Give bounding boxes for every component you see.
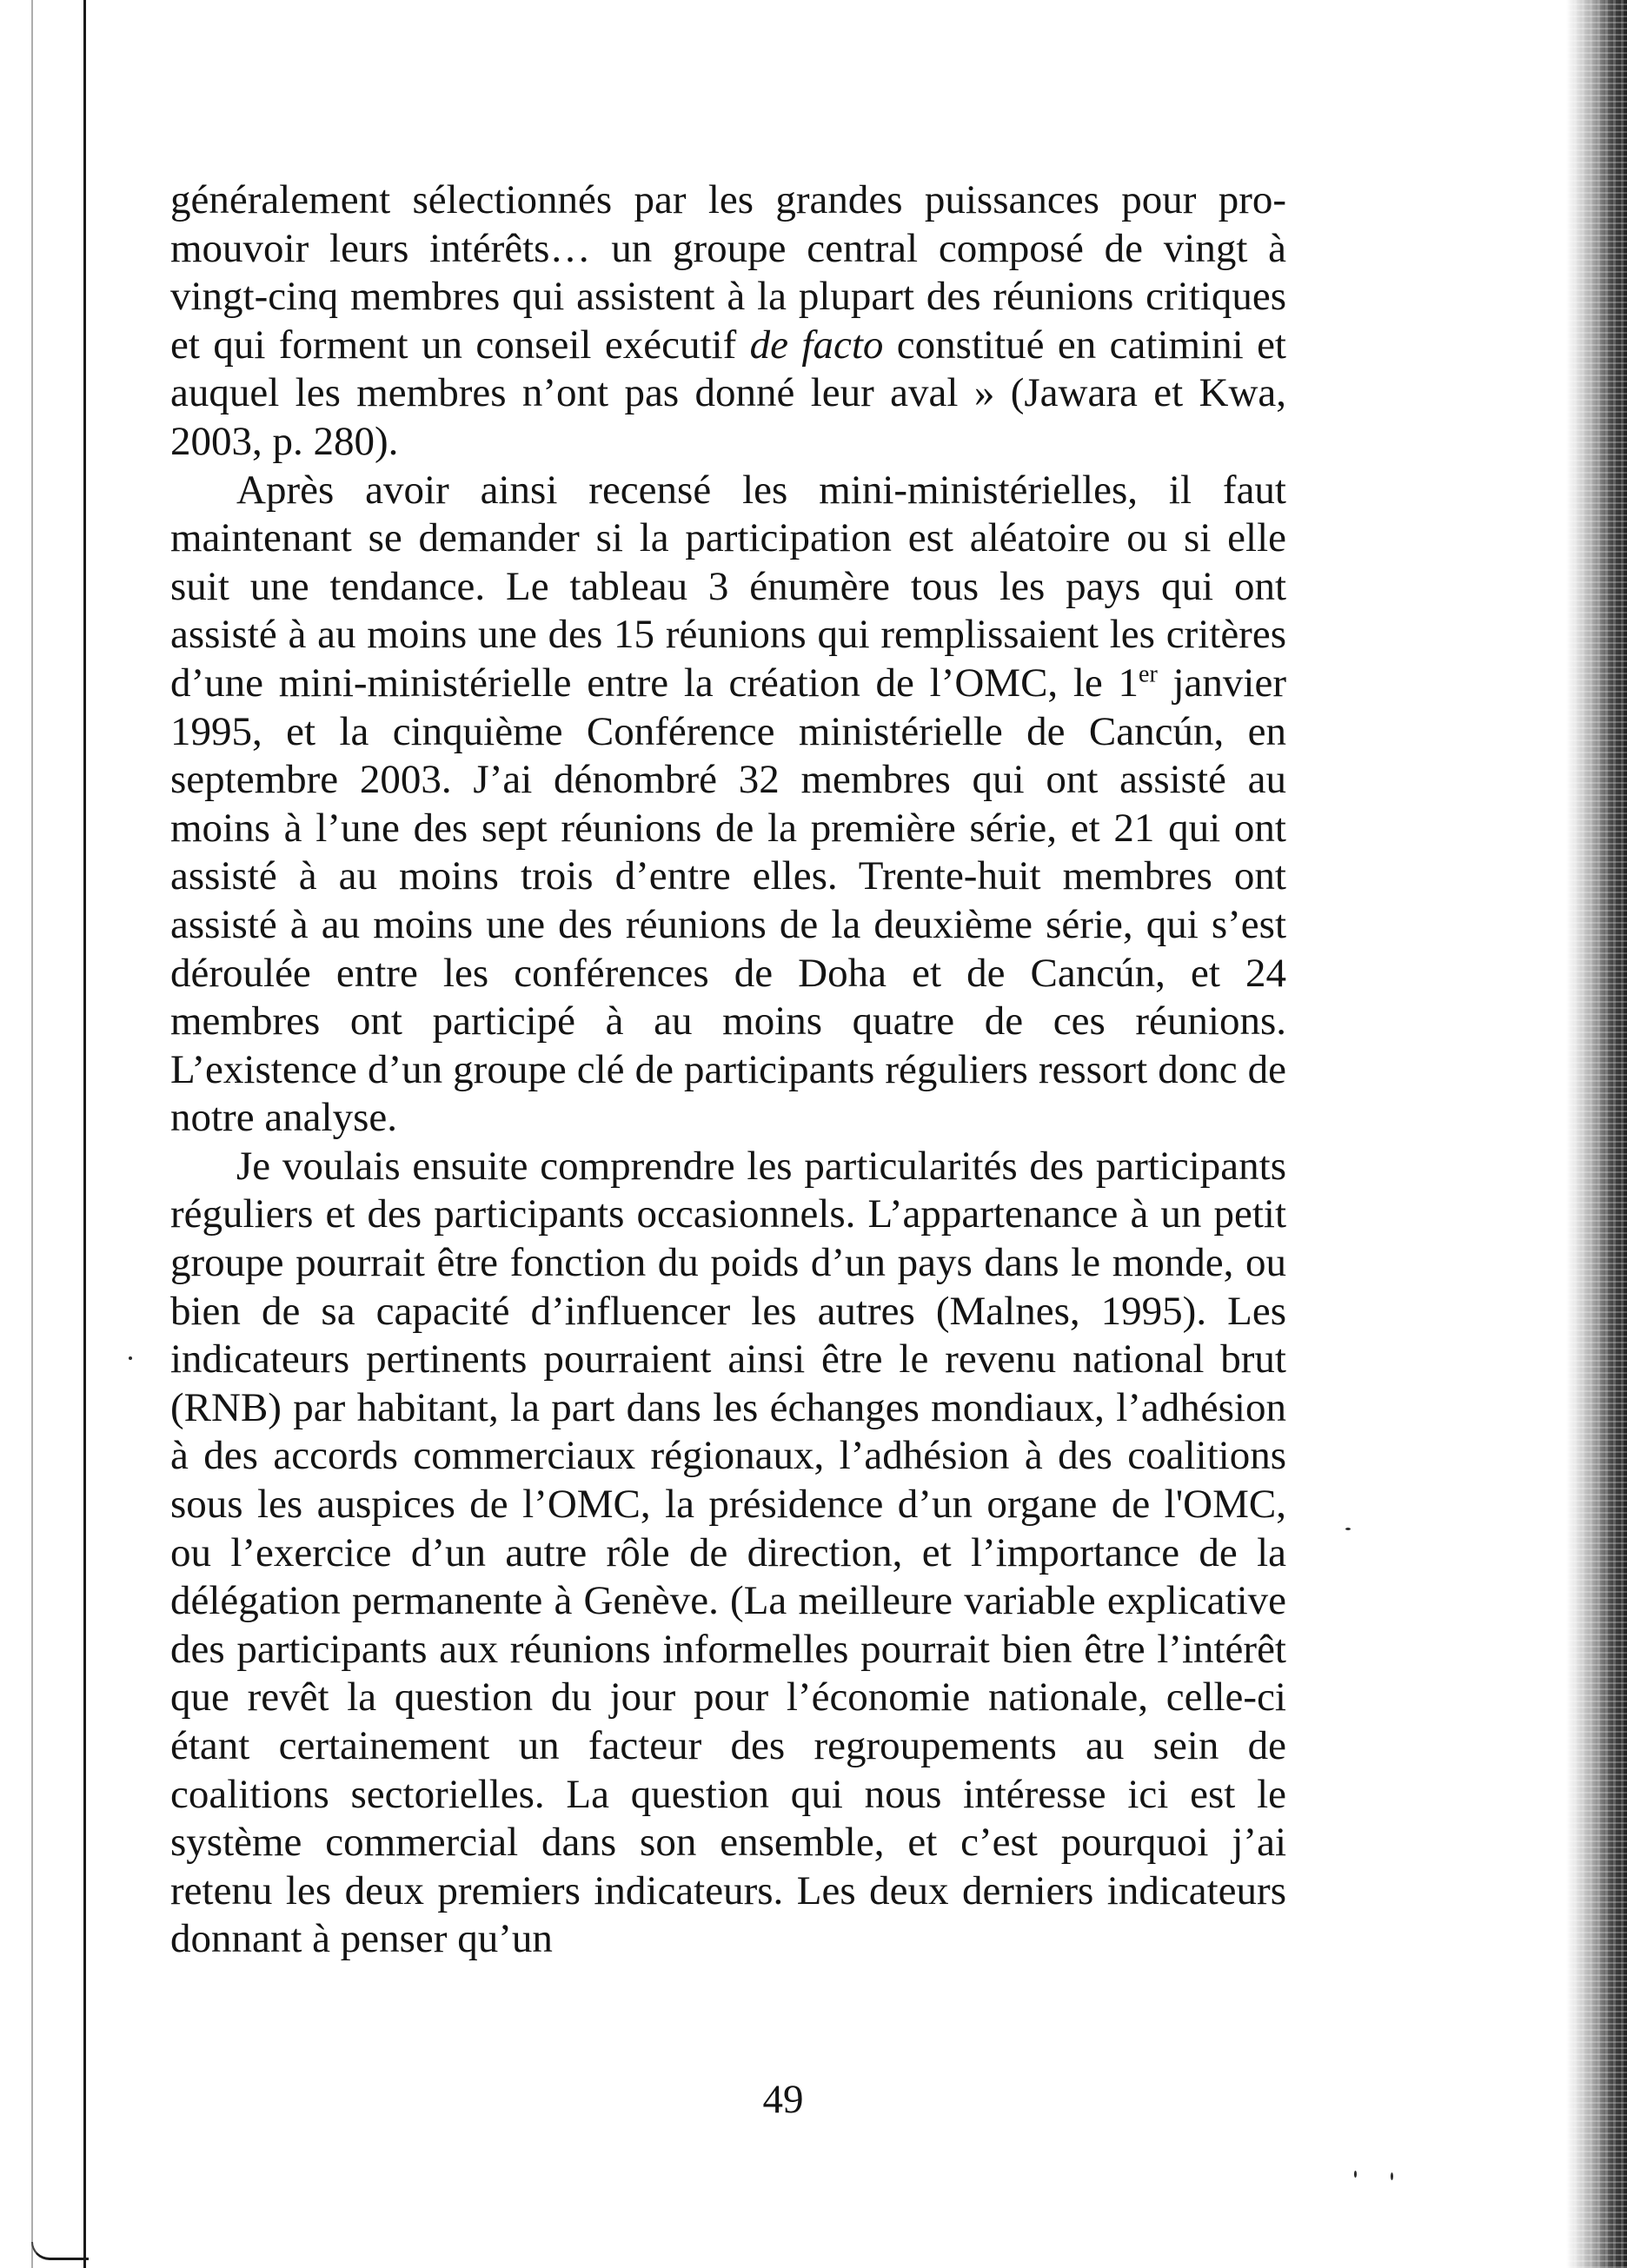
paragraph-2-text-a: Après avoir ainsi recensé les mini-ministérielles, il faut maintenant se demander si la participation est aléatoire ou si elle suit une tendance. Le tableau 3 énumère tous les pays qui ont assisté à au moins une des 15 réunions qui remplissaient les critères d’une mini-ministérielle entre la création de l’OMC, le 1 [170, 467, 1286, 706]
scan-speck [1354, 2171, 1357, 2178]
page-edge-noise [1566, 0, 1627, 2268]
paragraph-2-text-b: janvier 1995, et la cinquième Conférence ministérielle de Cancún, en septembre 2003. J’ai dénombré 32 membres qui ont assisté au moins à l’une des sept réunions de la première série, et 21 qui ont assisté à au moins trois d’entre elles. Trente-huit membres ont assisté à au moins une des réunions de la deuxième série, qui s’est déroulée entre les conférences de Doha et de Cancún, et 24 membres ont participé à au moins quatre de ces réunions. L’existence d’un groupe clé de participants réguliers ressort donc de notre analyse. [170, 660, 1286, 1141]
page-body [170, 176, 1286, 1964]
binding-corner [31, 2242, 89, 2260]
paragraph-3 [170, 1143, 1286, 1964]
scan-speck [129, 1356, 132, 1360]
page-number: 49 [762, 2077, 804, 2122]
paragraph-1-text-b: constitué en catimini et auquel les membres n’ont pas donné leur aval » (Jawara et Kwa, 2003, p. 280). [170, 322, 1286, 464]
paragraph-1-italic: de facto [749, 322, 884, 368]
binding-edge-line [83, 0, 86, 2268]
paragraph-1-text-a: généralement sélectionnés par les grandes puissances pour promouvoir leurs intérêts… un groupe central composé de vingt à vingt-cinq membres qui assistent à la plupart des réunions critiques et qui forment un conseil exécutif [170, 177, 1286, 368]
scan-speck [1345, 1528, 1351, 1530]
scan-speck [1391, 2172, 1393, 2180]
paragraph-2-superscript: er [1139, 660, 1158, 688]
paragraph-3-text: Je voulais ensuite comprendre les particularités des participants réguliers et des participants occasionnels. L’appartenance à un petit groupe pourrait être fonction du poids d’un pays dans le monde, ou bien de sa capacité d’influencer les autres (Malnes, 1995). Les indicateurs pertinents pourraient ainsi être le revenu national brut (RNB) par habitant, la part dans les échanges mondiaux, l’adhésion à des accords commerciaux régionaux, l’adhésion à des coalitions sous les auspices de l’OMC, la présidence d’un organe de l'OMC, ou l’exercice d’un autre rôle de direction, et l’importance de la délégation permanente à Genève. (La meilleure variable explicative des participants aux réunions informelles pourrait bien être l’intérêt que revêt la question du jour pour l’économie nationale, celle-ci étant certainement un facteur des regroupements au sein de coalitions sectorielles. La question qui nous intéresse ici est le système commercial dans son ensemble, et c’est pourquoi j’ai retenu les deux premiers indicateurs. Les deux derniers indicateurs donnant à penser qu’un [170, 1143, 1286, 1962]
paragraph-2 [170, 467, 1286, 1143]
binding-shadow-line [31, 0, 33, 2268]
paragraph-1 [170, 176, 1286, 467]
